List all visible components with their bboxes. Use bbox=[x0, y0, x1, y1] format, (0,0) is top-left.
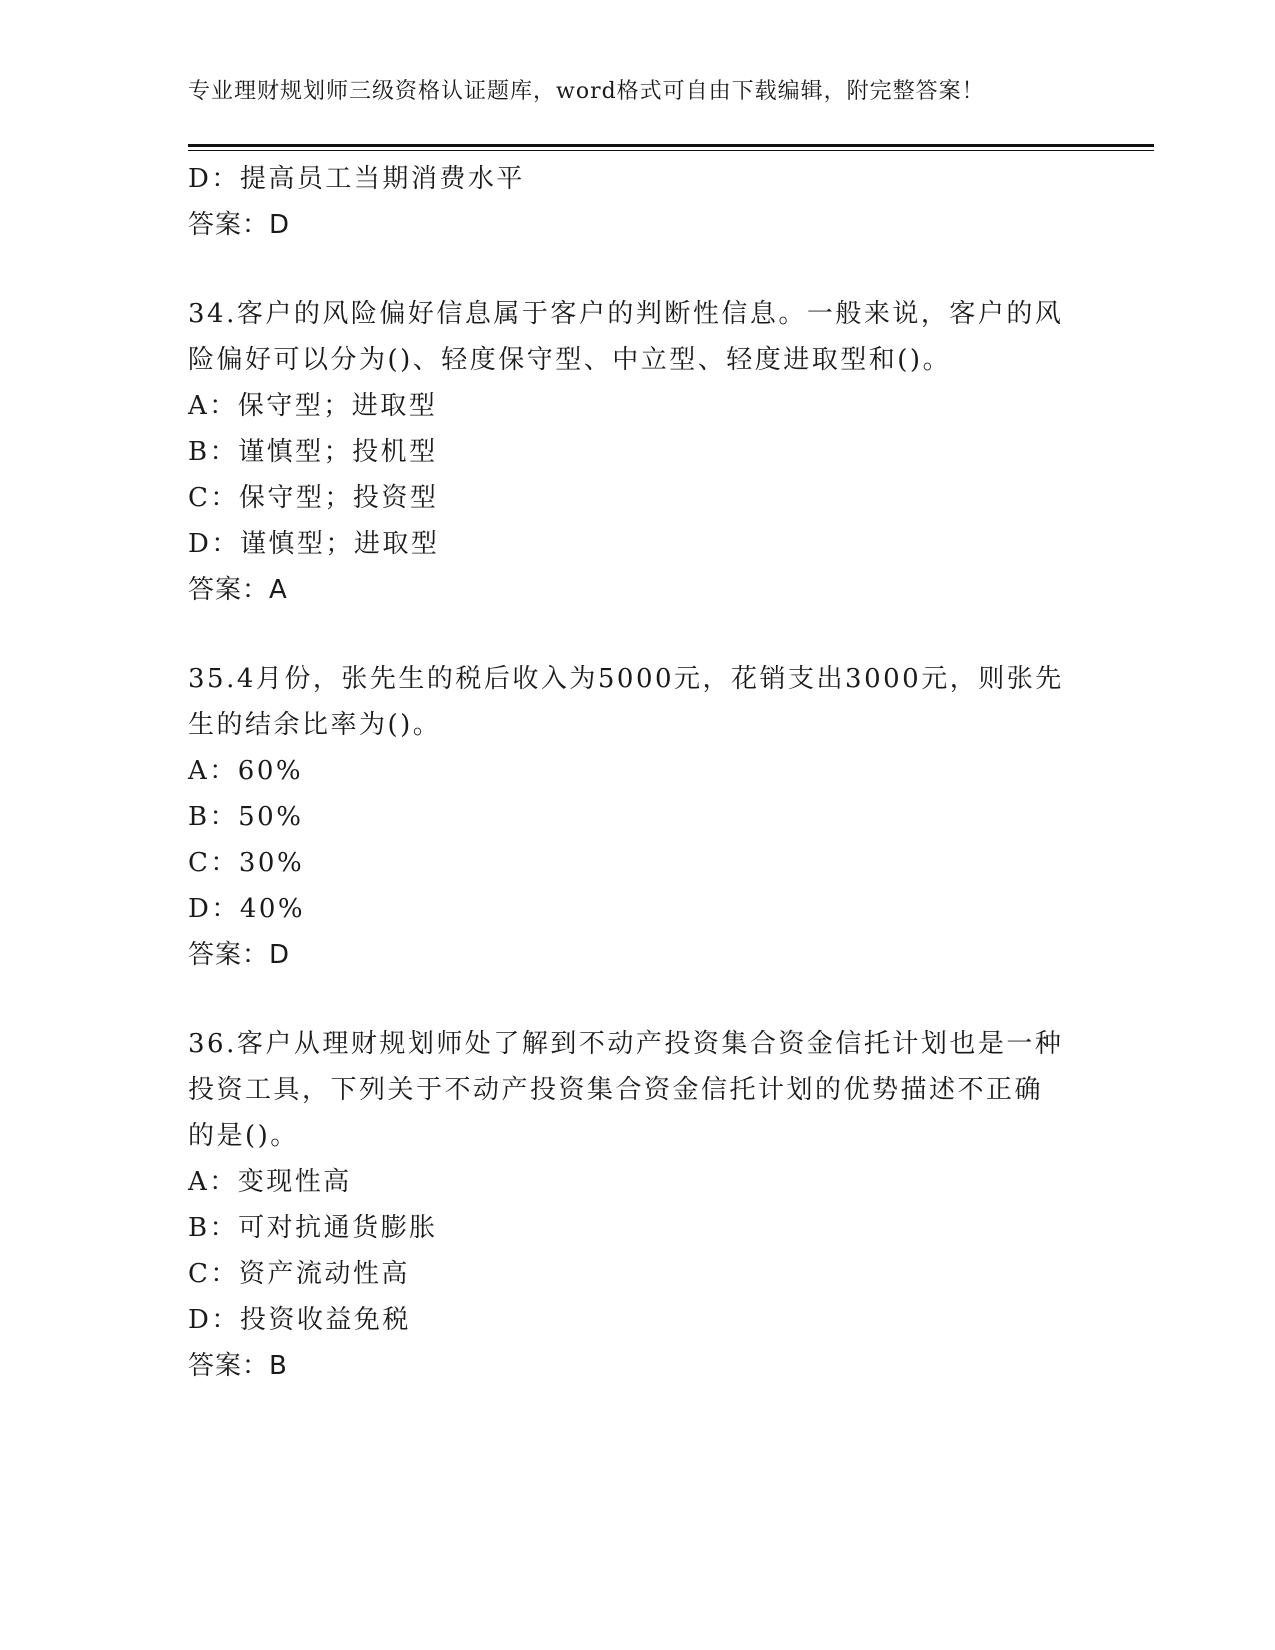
header-rule-thin bbox=[188, 150, 1154, 151]
header-rule-thick bbox=[188, 144, 1154, 147]
question-text-line: 的是()。 bbox=[188, 1121, 299, 1151]
option-b: B：谨慎型；投机型 bbox=[188, 437, 438, 467]
option-c: C：30% bbox=[188, 848, 305, 878]
document-body bbox=[188, 156, 1088, 1389]
question-text-line: 险偏好可以分为()、轻度保守型、中立型、轻度进取型和()。 bbox=[188, 345, 952, 375]
option-a: A：变现性高 bbox=[188, 1167, 352, 1197]
answer: 答案：A bbox=[188, 575, 288, 605]
question-text-line: 35.4月份，张先生的税后收入为5000元，花销支出3000元，则张先 bbox=[188, 664, 1064, 694]
answer: 答案：D bbox=[188, 940, 291, 970]
question-36 bbox=[188, 1021, 1088, 1389]
page-header: 专业理财规划师三级资格认证题库，word格式可自由下载编辑，附完整答案！ bbox=[188, 79, 985, 104]
question-34 bbox=[188, 291, 1088, 613]
option-a: A：60% bbox=[188, 756, 304, 786]
question-text-line: 34.客户的风险偏好信息属于客户的判断性信息。一般来说，客户的风 bbox=[188, 299, 1064, 329]
option-a: A：保守型；进取型 bbox=[188, 391, 438, 421]
option-d: D：投资收益免税 bbox=[188, 1305, 411, 1335]
option-b: B：50% bbox=[188, 802, 304, 832]
answer: 答案：B bbox=[188, 1351, 288, 1381]
option-d: D：谨慎型；进取型 bbox=[188, 529, 440, 559]
option-b: B：可对抗通货膨胀 bbox=[188, 1213, 438, 1243]
question-text-line: 生的结余比率为()。 bbox=[188, 710, 442, 740]
option-d: D：40% bbox=[188, 894, 306, 924]
question-text-line: 投资工具，下列关于不动产投资集合资金信托计划的优势描述不正确 bbox=[188, 1075, 1044, 1105]
option-c: C：资产流动性高 bbox=[188, 1259, 410, 1289]
option-c: C：保守型；投资型 bbox=[188, 483, 439, 513]
question-text-line: 36.客户从理财规划师处了解到不动产投资集合资金信托计划也是一种 bbox=[188, 1029, 1064, 1059]
question-35 bbox=[188, 656, 1088, 978]
option-d: D：提高员工当期消费水平 bbox=[188, 164, 525, 194]
answer: 答案：D bbox=[188, 210, 291, 240]
